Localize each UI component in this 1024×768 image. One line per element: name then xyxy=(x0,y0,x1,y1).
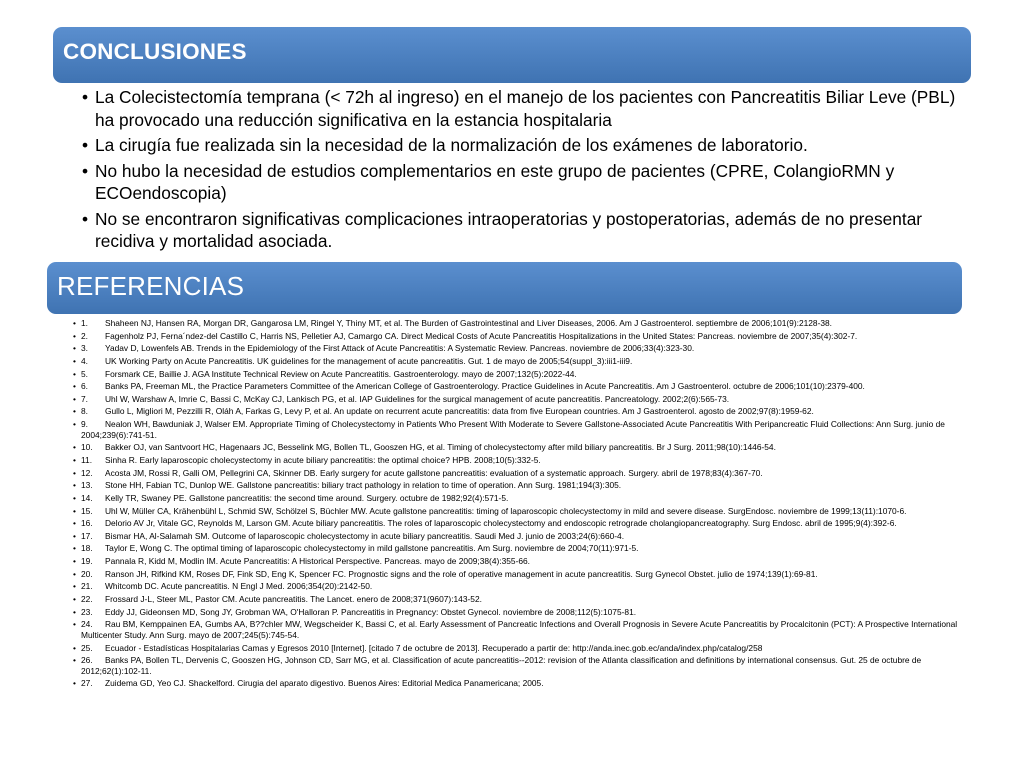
reference-item xyxy=(73,619,973,640)
reference-item xyxy=(73,643,973,654)
reference-item xyxy=(73,493,973,504)
references-title: REFERENCIAS xyxy=(57,271,245,301)
reference-text: Delorio AV Jr, Vitale GC, Reynolds M, Larson GM. Acute biliary pancreatitis. The roles of laparoscopic cholecystectomy and endoscopic retrograde cholangiopancreatography. Surg Endosc. abril de 1995;9(4):392-6. xyxy=(105,518,897,529)
reference-item xyxy=(73,406,973,417)
reference-number: 25. xyxy=(81,642,93,653)
reference-number: 3. xyxy=(81,343,88,354)
reference-number: 7. xyxy=(81,393,88,404)
reference-item xyxy=(73,318,973,329)
reference-text: Banks PA, Freeman ML, the Practice Parameters Committee of the American College of Gastroenterology. Practice Guidelines in Acute Pancreatitis. Am J Gastroenterol. octubre de 2006;101(10):2379-400. xyxy=(105,381,865,392)
reference-text: Bismar HA, Al-Salamah SM. Outcome of laparoscopic cholecystectomy in acute biliary pancreatitis. Saudi Med J. junio de 2003;24(6):660-4. xyxy=(105,530,625,541)
reference-number: 13. xyxy=(81,480,93,491)
bullet-icon: • xyxy=(73,442,76,453)
reference-text: Taylor E, Wong C. The optimal timing of laparoscopic cholecystectomy in mild gallstone pancreatitis. Am Surg. noviembre de 2004;70(11):971-5. xyxy=(105,543,639,554)
reference-number: 16. xyxy=(81,518,93,529)
reference-text: Acosta JM, Rossi R, Galli OM, Pellegrini CA, Skinner DB. Early surgery for acute gallstone pancreatitis: evaluation of a systematic approach. Surgery. abril de 1978;83(4):367-70. xyxy=(105,467,763,478)
reference-text: Rau BM, Kemppainen EA, Gumbs AA, B??chler MW, Wegscheider K, Bassi C, et al. Early Assessment of Pancreatic Infections and Overall Prognosis in Severe Acute Pancreatitis by Procalcitonin (PCT): A Prospective International Multicenter Study. Ann Surg. mayo de 2007;245(5):745-54. xyxy=(81,619,958,640)
reference-text: Banks PA, Bollen TL, Dervenis C, Gooszen HG, Johnson CD, Sarr MG, et al. Classification of acute pancreatitis--2012: revision of the Atlanta classification and definitions by international consensus. Gut. 25 de octubre de 2012;62(1):102-11. xyxy=(81,655,922,676)
reference-item xyxy=(73,607,973,618)
conclusion-item xyxy=(82,160,962,205)
reference-item xyxy=(73,518,973,529)
bullet-icon: • xyxy=(73,619,76,630)
reference-text: Frossard J-L, Steer ML, Pastor CM. Acute pancreatitis. The Lancet. enero de 2008;371(9607):143-52. xyxy=(105,594,482,605)
bullet-icon: • xyxy=(73,556,76,567)
reference-text: Stone HH, Fabian TC, Dunlop WE. Gallstone pancreatitis: biliary tract pathology in relation to time of operation. Ann Surg. 1981;194(3):305. xyxy=(105,480,622,491)
reference-number: 14. xyxy=(81,492,93,503)
bullet-icon: • xyxy=(73,406,76,417)
reference-number: 17. xyxy=(81,530,93,541)
reference-item xyxy=(73,331,973,342)
reference-text: Forsmark CE, Baillie J. AGA Institute Technical Review on Acute Pancreatitis. Gastroenterology. mayo de 2007;132(5):2022-44. xyxy=(105,368,577,379)
reference-number: 1. xyxy=(81,318,88,328)
reference-item xyxy=(73,569,973,580)
reference-item xyxy=(73,394,973,405)
reference-text: Sinha R. Early laparoscopic cholecystectomy in acute biliary pancreatitis: the optimal choice? HPB. 2008;10(5):332-5. xyxy=(105,455,541,465)
bullet-icon: • xyxy=(82,87,89,107)
reference-item xyxy=(73,594,973,605)
bullet-icon: • xyxy=(73,568,76,579)
reference-number: 4. xyxy=(81,355,88,366)
reference-text: Eddy JJ, Gideonsen MD, Song JY, Grobman WA, O'Halloran P. Pancreatitis in Pregnancy: Obstet Gynecol. noviembre de 2008;112(5):1075-81. xyxy=(105,606,637,617)
reference-number: 6. xyxy=(81,381,88,392)
reference-text: Zuidema GD, Yeo CJ. Shackelford. Cirugia del aparato digestivo. Buenos Aires: Editorial Medica Panamericana; 2005. xyxy=(105,678,544,689)
bullet-icon: • xyxy=(73,480,76,491)
bullet-icon: • xyxy=(73,655,76,666)
reference-number: 19. xyxy=(81,556,93,567)
bullet-icon: • xyxy=(73,543,76,554)
reference-item xyxy=(73,581,973,592)
reference-text: Gullo L, Migliori M, Pezzilli R, Oláh A, Farkas G, Levy P, et al. An update on recurrent acute pancreatitis: data from five European countries. Am J Gastroenterol. agosto de 2002;97(8):1959-62. xyxy=(105,406,814,417)
reference-text: Pannala R, Kidd M, Modlin IM. Acute Pancreatitis: A Historical Perspective. Pancreas. mayo de 2009;38(4):355-66. xyxy=(105,556,531,567)
reference-item xyxy=(73,655,973,676)
bullet-icon: • xyxy=(73,594,76,605)
bullet-icon: • xyxy=(73,467,76,478)
reference-number: 9. xyxy=(81,419,88,430)
bullet-icon: • xyxy=(82,160,89,181)
reference-number: 8. xyxy=(81,406,88,417)
bullet-icon: • xyxy=(82,208,89,229)
reference-number: 11. xyxy=(81,455,93,465)
bullet-icon: • xyxy=(73,678,76,689)
bullet-icon: • xyxy=(73,393,76,404)
reference-number: 15. xyxy=(81,505,93,516)
reference-number: 23. xyxy=(81,606,93,617)
conclusion-item xyxy=(82,208,962,253)
reference-text: Bakker OJ, van Santvoort HC, Hagenaars JC, Besselink MG, Bollen TL, Gooszen HG, et al. Timing of cholecystectomy after mild biliary pancreatitis. Br J Surg. 2011;98(10):1446-54. xyxy=(105,442,776,453)
reference-text: Uhl W, Müller CA, Krähenbühl L, Schmid SW, Schölzel S, Büchler MW. Acute gallstone pancreatitis: timing of laparoscopic cholecystectomy in mild and severe disease. SurgEndosc. noviembre de 1999;13(11):1070-6. xyxy=(105,505,907,516)
references-header xyxy=(47,262,962,314)
bullet-icon: • xyxy=(73,368,76,379)
bullet-icon: • xyxy=(73,318,76,328)
conclusions-list xyxy=(82,86,962,256)
reference-text: Ecuador - Estadísticas Hospitalarias Camas y Egresos 2010 [Internet]. [citado 7 de octubre de 2013]. Recuperado a partir de: http://anda.inec.gob.ec/anda/index.php/catalog/258 xyxy=(105,642,763,653)
reference-number: 24. xyxy=(81,619,93,630)
reference-item xyxy=(73,369,973,380)
reference-item xyxy=(73,381,973,392)
conclusion-item xyxy=(82,86,962,131)
bullet-icon: • xyxy=(73,343,76,354)
reference-text: Shaheen NJ, Hansen RA, Morgan DR, Gangarosa LM, Ringel Y, Thiny MT, et al. The Burden of Gastrointestinal and Liver Diseases, 2006. Am J Gastroenterol. septiembre de 2006;101(9):2128-38. xyxy=(105,318,833,328)
conclusion-item xyxy=(82,134,962,157)
bullet-icon: • xyxy=(73,355,76,366)
reference-item xyxy=(73,543,973,554)
bullet-icon: • xyxy=(73,581,76,592)
reference-text: Ranson JH, Rifkind KM, Roses DF, Fink SD, Eng K, Spencer FC. Prognostic signs and the role of operative management in acute pancreatitis. Surg Gynecol Obstet. julio de 1974;139(1):69-81. xyxy=(105,568,818,579)
reference-item xyxy=(73,468,973,479)
reference-item xyxy=(73,556,973,567)
bullet-icon: • xyxy=(73,419,76,430)
reference-text: Yadav D, Lowenfels AB. Trends in the Epidemiology of the First Attack of Acute Pancreatitis: A Systematic Review. Pancreas. noviembre de 2006;33(4):323-30. xyxy=(105,343,695,354)
reference-text: Nealon WH, Bawduniak J, Walser EM. Appropriate Timing of Cholecystectomy in Patients Who Present With Moderate to Severe Gallstone-Associated Acute Pancreatitis With Peripancreatic Fluid Collections: Ann Surg. junio de 2004;239(6):741-51. xyxy=(81,419,945,440)
conclusion-text: No hubo la necesidad de estudios complementarios en este grupo de pacientes (CPRE, ColangioRMN y ECOendoscopia) xyxy=(95,160,895,203)
references-list xyxy=(73,318,973,691)
reference-item xyxy=(73,419,973,440)
reference-item xyxy=(73,678,973,689)
reference-number: 18. xyxy=(81,543,93,554)
bullet-icon: • xyxy=(73,505,76,516)
reference-text: Kelly TR, Swaney PE. Gallstone pancreatitis: the second time around. Surgery. octubre de 1982;92(4):571-5. xyxy=(105,492,509,503)
reference-number: 22. xyxy=(81,594,93,605)
reference-number: 12. xyxy=(81,467,93,478)
reference-item xyxy=(73,480,973,491)
reference-item xyxy=(73,356,973,367)
bullet-icon: • xyxy=(73,492,76,503)
reference-number: 10. xyxy=(81,442,93,453)
reference-number: 27. xyxy=(81,678,93,689)
reference-number: 21. xyxy=(81,581,93,592)
reference-number: 5. xyxy=(81,368,88,379)
reference-text: Uhl W, Warshaw A, Imrie C, Bassi C, McKay CJ, Lankisch PG, et al. IAP Guidelines for the surgical management of acute pancreatitis. Pancreatology. 2002;2(6):565-73. xyxy=(105,393,730,404)
bullet-icon: • xyxy=(73,330,76,341)
reference-item xyxy=(73,442,973,453)
reference-text: UK Working Party on Acute Pancreatitis. UK guidelines for the management of acute pancreatitis. Gut. 1 de mayo de 2005;54(suppl_3):iii1-iii9. xyxy=(105,355,633,366)
reference-number: 26. xyxy=(81,655,93,666)
reference-number: 20. xyxy=(81,568,93,579)
reference-number: 2. xyxy=(81,330,88,341)
bullet-icon: • xyxy=(73,606,76,617)
conclusions-title: CONCLUSIONES xyxy=(63,39,247,64)
bullet-icon: • xyxy=(73,455,76,465)
reference-item xyxy=(73,455,973,466)
reference-text: Whitcomb DC. Acute pancreatitis. N Engl J Med. 2006;354(20):2142-50. xyxy=(105,581,373,592)
reference-item xyxy=(73,506,973,517)
conclusion-text: La Colecistectomía temprana (< 72h al ingreso) en el manejo de los pacientes con Pancreatitis Biliar Leve (PBL) ha provocado una reducción significativa en la estancia hospitalaria xyxy=(95,87,956,130)
reference-item xyxy=(73,343,973,354)
bullet-icon: • xyxy=(73,530,76,541)
bullet-icon: • xyxy=(82,135,89,155)
bullet-icon: • xyxy=(73,381,76,392)
bullet-icon: • xyxy=(73,518,76,529)
reference-text: Fagenholz PJ, Ferna´ndez-del Castillo C, Harris NS, Pelletier AJ, Camargo CA. Direct Medical Costs of Acute Pancreatitis Hospitalizations in the United States: Pancreas. noviembre de 2007;35(4):302-7. xyxy=(105,330,858,341)
reference-item xyxy=(73,531,973,542)
bullet-icon: • xyxy=(73,642,76,653)
conclusion-text: La cirugía fue realizada sin la necesidad de la normalización de los exámenes de laboratorio. xyxy=(95,135,808,155)
conclusion-text: No se encontraron significativas complicaciones intraoperatorias y postoperatorias, además de no presentar recidiva y mortalidad asociada. xyxy=(95,208,923,251)
conclusions-header xyxy=(53,27,971,83)
